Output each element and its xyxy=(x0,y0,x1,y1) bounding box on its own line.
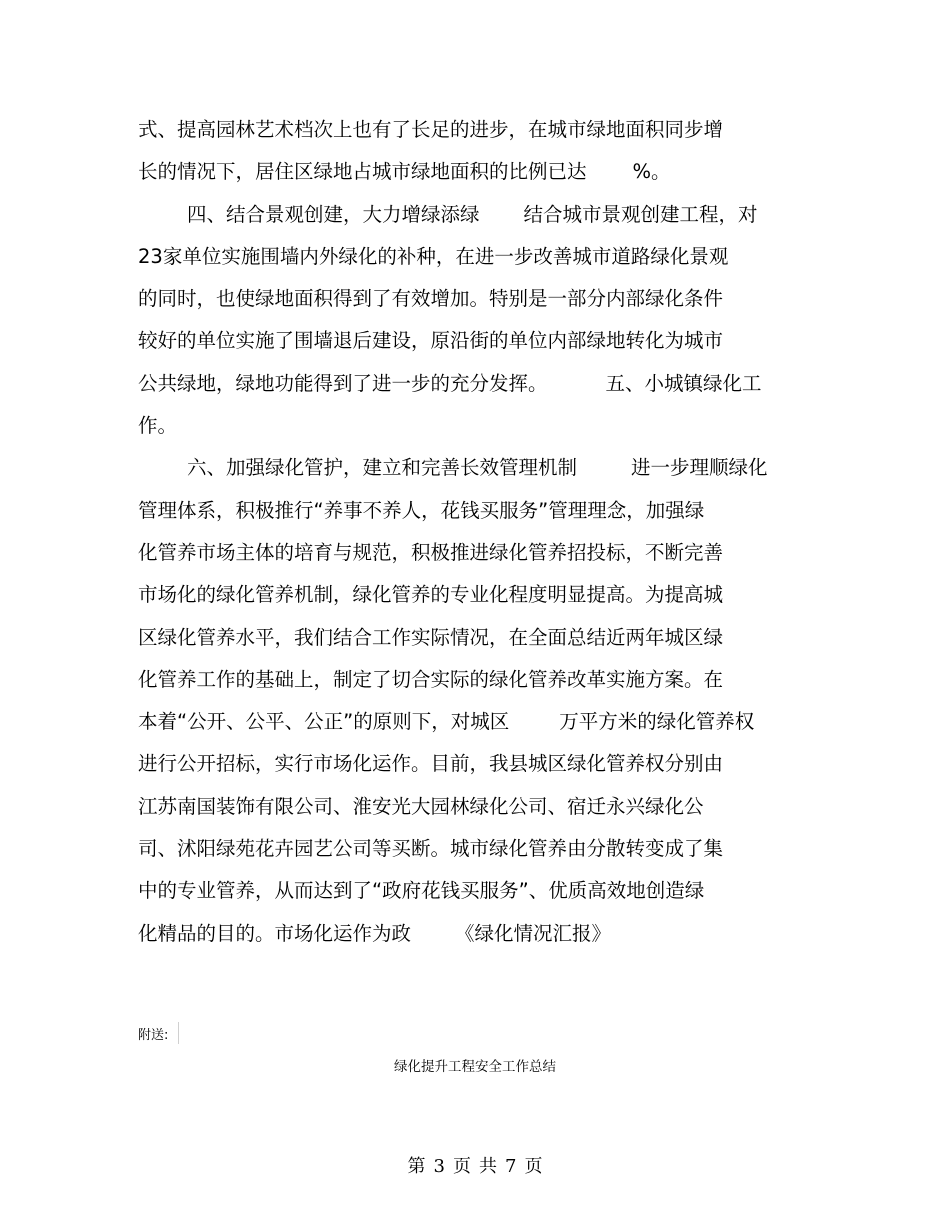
current-page-number: 3 xyxy=(433,1156,445,1177)
text-line: 中的专业管养，从而达到了“政府花钱买服务”、优质高效地创造绿 xyxy=(138,879,705,903)
document-body xyxy=(138,112,798,958)
text-line: 作。 xyxy=(138,414,178,438)
text-line: 市场化的绿化管养机制，绿化管养的专业化程度明显提高。为提高城 xyxy=(138,583,724,607)
text-segment: %。 xyxy=(632,160,671,184)
text-line: 23家单位实施围墙内外绿化的补种，在进一步改善城市道路绿化景观 xyxy=(138,244,729,268)
text-line: 较好的单位实施了围墙退后建设，原沿街的单位内部绿地转化为城市 xyxy=(138,329,724,353)
divider xyxy=(178,1022,179,1044)
section-heading: 四、结合景观创建，大力增绿添绿 xyxy=(187,202,480,226)
page-footer xyxy=(0,1152,950,1178)
section-heading: 五、小城镇绿化工 xyxy=(605,371,762,395)
text-line: 江苏南国装饰有限公司、淮安光大园林绿化公司、宿迁永兴绿化公 xyxy=(138,794,704,818)
document-reference: 《绿化情况汇报》 xyxy=(455,921,612,945)
text-line: 区绿化管养水平，我们结合工作实际情况，在全面总结近两年城区绿 xyxy=(138,625,724,649)
text-line: 化管养工作的基础上，制定了切合实际的绿化管养改革实施方案。在 xyxy=(138,667,724,691)
text-segment: 万平方米的绿化管养权 xyxy=(559,710,755,734)
text-segment: 化精品的目的。市场化运作为政 xyxy=(138,921,412,945)
text-line xyxy=(138,197,798,239)
text-line: 进行公开招标，实行市场化运作。目前，我县城区绿化管养权分别由 xyxy=(138,752,724,776)
text-segment: 公共绿地，绿地功能得到了进一步的充分发挥。 xyxy=(138,371,548,395)
footer-total-word: 共 xyxy=(479,1156,497,1177)
footer-prefix: 第 xyxy=(407,1156,426,1177)
text-line xyxy=(138,366,798,408)
footer-page-word: 页 xyxy=(453,1156,471,1177)
text-segment: 进一步理顺绿化 xyxy=(631,456,768,480)
text-line xyxy=(138,704,798,746)
text-line: 司、沭阳绿苑花卉园艺公司等买断。城市绿化管养由分散转变成了集 xyxy=(138,837,724,861)
total-page-number: 7 xyxy=(505,1156,517,1177)
text-line xyxy=(138,154,798,196)
text-line: 式、提高园林艺术档次上也有了长足的进步，在城市绿地面积同步增 xyxy=(138,118,724,141)
text-line: 的同时，也使绿地面积得到了有效增加。特别是一部分内部绿化条件 xyxy=(138,287,724,311)
attachment-label: 附送: xyxy=(138,1027,169,1043)
text-segment: 本着“公开、公平、公正”的原则下，对城区 xyxy=(138,710,510,734)
text-line xyxy=(138,916,798,958)
attachment-label-row xyxy=(138,1022,179,1044)
text-segment: 结合城市景观创建工程，对 xyxy=(523,202,758,226)
attachment-title[interactable]: 绿化提升工程安全工作总结 xyxy=(394,1059,556,1075)
text-line xyxy=(138,450,798,492)
text-segment: 长的情况下，居住区绿地占城市绿地面积的比例已达 xyxy=(138,160,587,184)
section-heading: 六、加强绿化管护，建立和完善长效管理机制 xyxy=(187,456,578,480)
text-line: 管理体系，积极推行“养事不养人，花钱买服务”管理理念，加强绿 xyxy=(138,498,705,522)
footer-suffix: 页 xyxy=(524,1156,543,1177)
text-line: 化管养市场主体的培育与规范，积极推进绿化管养招投标，不断完善 xyxy=(138,540,724,564)
